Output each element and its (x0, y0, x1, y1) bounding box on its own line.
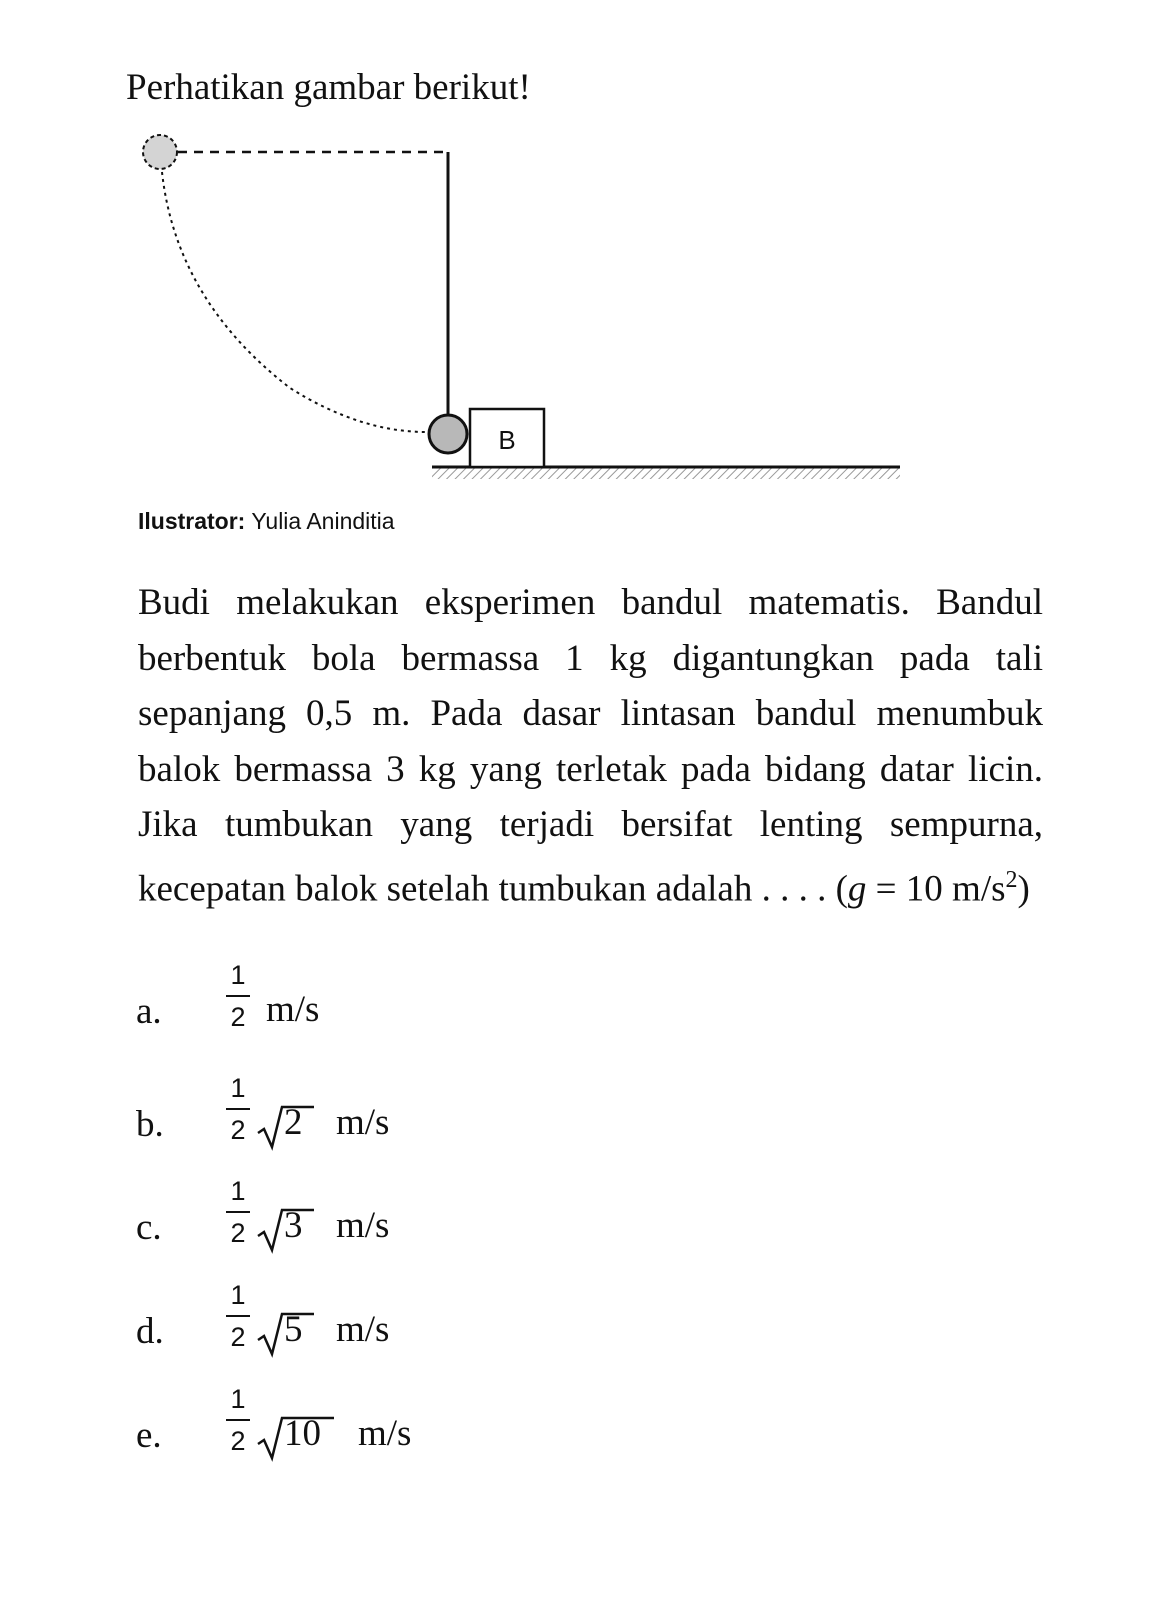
unit: m/s (358, 1413, 412, 1454)
credit-name: Yulia Aninditia (251, 508, 395, 534)
illustrator-credit (138, 508, 395, 535)
option-a[interactable] (136, 960, 736, 1060)
fraction-bar (226, 995, 250, 997)
numerator: 1 (230, 1280, 246, 1310)
option-b[interactable] (136, 1073, 736, 1173)
option-c[interactable] (136, 1176, 736, 1276)
fraction-bar (226, 1419, 250, 1421)
pendulum-ball (429, 415, 467, 453)
credit-label: Ilustrator: (138, 508, 246, 534)
option-d[interactable] (136, 1280, 736, 1380)
trajectory-arc (162, 172, 426, 432)
fraction (224, 960, 252, 1032)
problem-text (138, 575, 1043, 916)
fraction (224, 1176, 252, 1248)
fraction-bar (226, 1108, 250, 1110)
radicand: 2 (284, 1102, 303, 1143)
option-letter: b. (136, 1104, 164, 1145)
g-value: = 10 m/s (866, 867, 1006, 909)
radicand: 5 (284, 1309, 303, 1350)
option-letter: a. (136, 991, 162, 1032)
fraction (224, 1280, 252, 1352)
fraction (224, 1384, 252, 1456)
unit: m/s (336, 1309, 390, 1350)
unit: m/s (336, 1102, 390, 1143)
radicand: 10 (284, 1413, 321, 1454)
numerator: 1 (230, 960, 246, 990)
denominator: 2 (230, 1321, 246, 1352)
problem-end: ) (1017, 867, 1030, 909)
numerator: 1 (230, 1176, 246, 1206)
intro-text: Perhatikan gambar berikut! (126, 67, 531, 108)
denominator: 2 (230, 1114, 246, 1145)
g-variable: g (847, 867, 867, 909)
option-letter: e. (136, 1415, 162, 1456)
numerator: 1 (230, 1073, 246, 1103)
radicand: 3 (284, 1205, 303, 1246)
fraction-bar (226, 1315, 250, 1317)
denominator: 2 (230, 1217, 246, 1248)
numerator: 1 (230, 1384, 246, 1414)
denominator: 2 (230, 1425, 246, 1456)
pendulum-figure (0, 0, 1170, 520)
initial-ball (143, 135, 177, 169)
option-letter: d. (136, 1311, 164, 1352)
fraction-bar (226, 1211, 250, 1213)
ground-hatch (432, 467, 900, 479)
denominator: 2 (230, 1001, 246, 1032)
fraction (224, 1073, 252, 1145)
option-letter: c. (136, 1207, 162, 1248)
g-exponent: 2 (1005, 866, 1018, 893)
block-label: B (498, 425, 516, 455)
unit: m/s (336, 1205, 390, 1246)
problem-body: Budi melakukan eksperimen bandul matematis. Bandul berbentuk bola bermassa 1 kg digantungkan pada tali sepanjang 0,5 m. Pada dasar lintasan bandul menumbuk balok bermassa 3 kg yang terletak pada bidang datar licin. Jika tumbukan yang terjadi bersifat lenting sempurna, kecepatan balok setelah tumbukan adalah . . . . ( (138, 582, 1043, 909)
unit: m/s (266, 989, 320, 1030)
option-e[interactable] (136, 1384, 736, 1484)
